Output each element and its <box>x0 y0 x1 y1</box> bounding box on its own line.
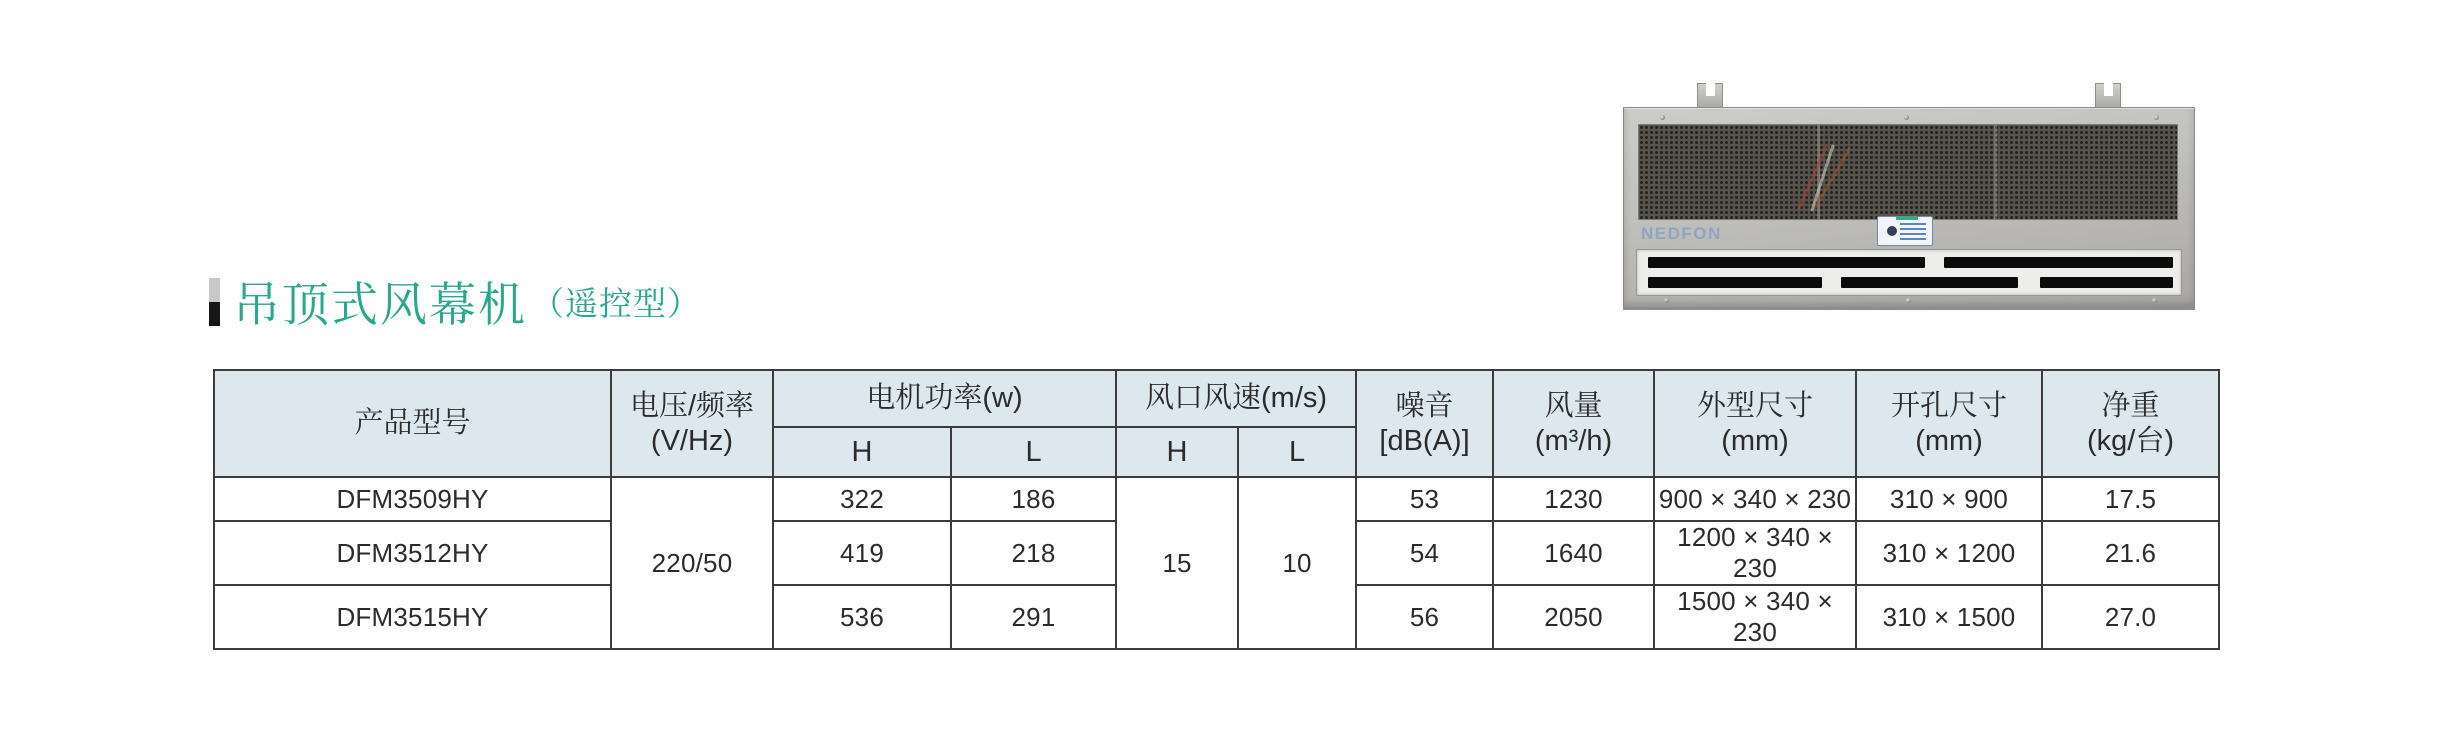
cell-noise: 56 <box>1356 585 1493 649</box>
outlet-slot <box>1841 277 2018 288</box>
header-power-h: H <box>773 427 951 477</box>
outlet-slot <box>1944 257 2172 268</box>
control-text-lines <box>1900 223 1926 240</box>
outlet-slot <box>1648 277 1822 288</box>
cell-power-l: 186 <box>951 477 1116 521</box>
product-photo <box>1623 83 2195 310</box>
header-power-l: L <box>951 427 1116 477</box>
spec-table-container <box>213 369 2220 650</box>
air-curtain-unit-body <box>1623 107 2195 310</box>
brand-logo: NEDFON <box>1641 224 1722 243</box>
mounting-bracket-right-icon <box>2095 83 2121 109</box>
title-marker-bottom <box>209 302 220 326</box>
cell-power-l: 291 <box>951 585 1116 649</box>
cell-model: DFM3509HY <box>214 477 611 521</box>
cell-voltage-merged: 220/50 <box>611 477 773 649</box>
control-panel-label <box>1877 216 1933 246</box>
header-cutout-line1: 开孔尺寸 <box>1891 390 2008 423</box>
header-airflow <box>1493 370 1654 477</box>
page-title-suffix: （遥控型） <box>531 285 701 322</box>
spec-table <box>213 369 2220 650</box>
header-motor-power-label: 电机功率(w) <box>866 382 1023 415</box>
cell-weight: 27.0 <box>2042 585 2219 649</box>
header-airflow-line1: 风量 <box>1544 390 1603 423</box>
header-speed-l: L <box>1238 427 1356 477</box>
cell-speed-h-merged: 15 <box>1116 477 1238 649</box>
header-dimensions <box>1654 370 1856 477</box>
cell-model: DFM3515HY <box>214 585 611 649</box>
header-weight-line1: 净重 <box>2101 390 2160 423</box>
header-model-label: 产品型号 <box>354 407 471 440</box>
outlet-slot <box>1648 257 1925 268</box>
screw-icon <box>2152 298 2157 303</box>
table-row <box>214 477 2219 521</box>
screw-icon <box>1660 115 1665 120</box>
mesh-grille <box>1638 124 2178 220</box>
cell-cutout: 310 × 1500 <box>1856 585 2042 649</box>
screw-icon <box>1906 298 1911 303</box>
title-marker-icon <box>209 278 220 326</box>
cell-power-h: 419 <box>773 521 951 585</box>
cell-airflow: 2050 <box>1493 585 1654 649</box>
header-cutout-line2: (mm) <box>1915 424 1983 457</box>
cell-dimensions: 900 × 340 × 230 <box>1654 477 1856 521</box>
header-motor-power <box>773 370 1116 427</box>
header-noise <box>1356 370 1493 477</box>
cell-power-h: 536 <box>773 585 951 649</box>
header-speed-h: H <box>1116 427 1238 477</box>
mesh-seam <box>1994 125 1997 219</box>
header-weight-line2: (kg/台) <box>2087 424 2175 457</box>
header-dimensions-line2: (mm) <box>1721 424 1789 457</box>
header-dimensions-line1: 外型尺寸 <box>1697 390 1814 423</box>
cell-airflow: 1230 <box>1493 477 1654 521</box>
header-noise-line1: 噪音 <box>1395 390 1454 423</box>
cell-weight: 17.5 <box>2042 477 2219 521</box>
control-dial-icon <box>1887 226 1897 236</box>
cell-power-l: 218 <box>951 521 1116 585</box>
header-cutout <box>1856 370 2042 477</box>
screw-icon <box>1904 115 1909 120</box>
cell-dimensions: 1200 × 340 × 230 <box>1654 521 1856 585</box>
cell-speed-l-merged: 10 <box>1238 477 1356 649</box>
header-outlet-speed <box>1116 370 1356 427</box>
header-voltage-line2: (V/Hz) <box>650 424 734 457</box>
header-voltage-line1: 电压/频率 <box>629 390 755 423</box>
cell-dimensions: 1500 × 340 × 230 <box>1654 585 1856 649</box>
header-model <box>214 370 611 477</box>
cell-cutout: 310 × 1200 <box>1856 521 2042 585</box>
header-outlet-speed-label: 风口风速(m/s) <box>1145 382 1328 415</box>
screw-icon <box>2154 115 2159 120</box>
cell-cutout: 310 × 900 <box>1856 477 2042 521</box>
header-noise-line2: [dB(A)] <box>1379 424 1470 457</box>
section-title-block <box>209 268 701 335</box>
cell-model: DFM3512HY <box>214 521 611 585</box>
cell-airflow: 1640 <box>1493 521 1654 585</box>
screw-icon <box>1664 298 1669 303</box>
mounting-bracket-left-icon <box>1697 83 1723 109</box>
outlet-slot <box>2040 277 2173 288</box>
header-airflow-line2: (m³/h) <box>1534 424 1613 457</box>
cell-power-h: 322 <box>773 477 951 521</box>
cell-weight: 21.6 <box>2042 521 2219 585</box>
title-marker-top <box>209 278 220 302</box>
cell-noise: 54 <box>1356 521 1493 585</box>
header-voltage <box>611 370 773 477</box>
cell-noise: 53 <box>1356 477 1493 521</box>
control-label-accent <box>1896 216 1918 220</box>
air-outlet <box>1636 249 2182 296</box>
page-title: 吊顶式风幕机 <box>233 278 527 331</box>
header-weight <box>2042 370 2219 477</box>
